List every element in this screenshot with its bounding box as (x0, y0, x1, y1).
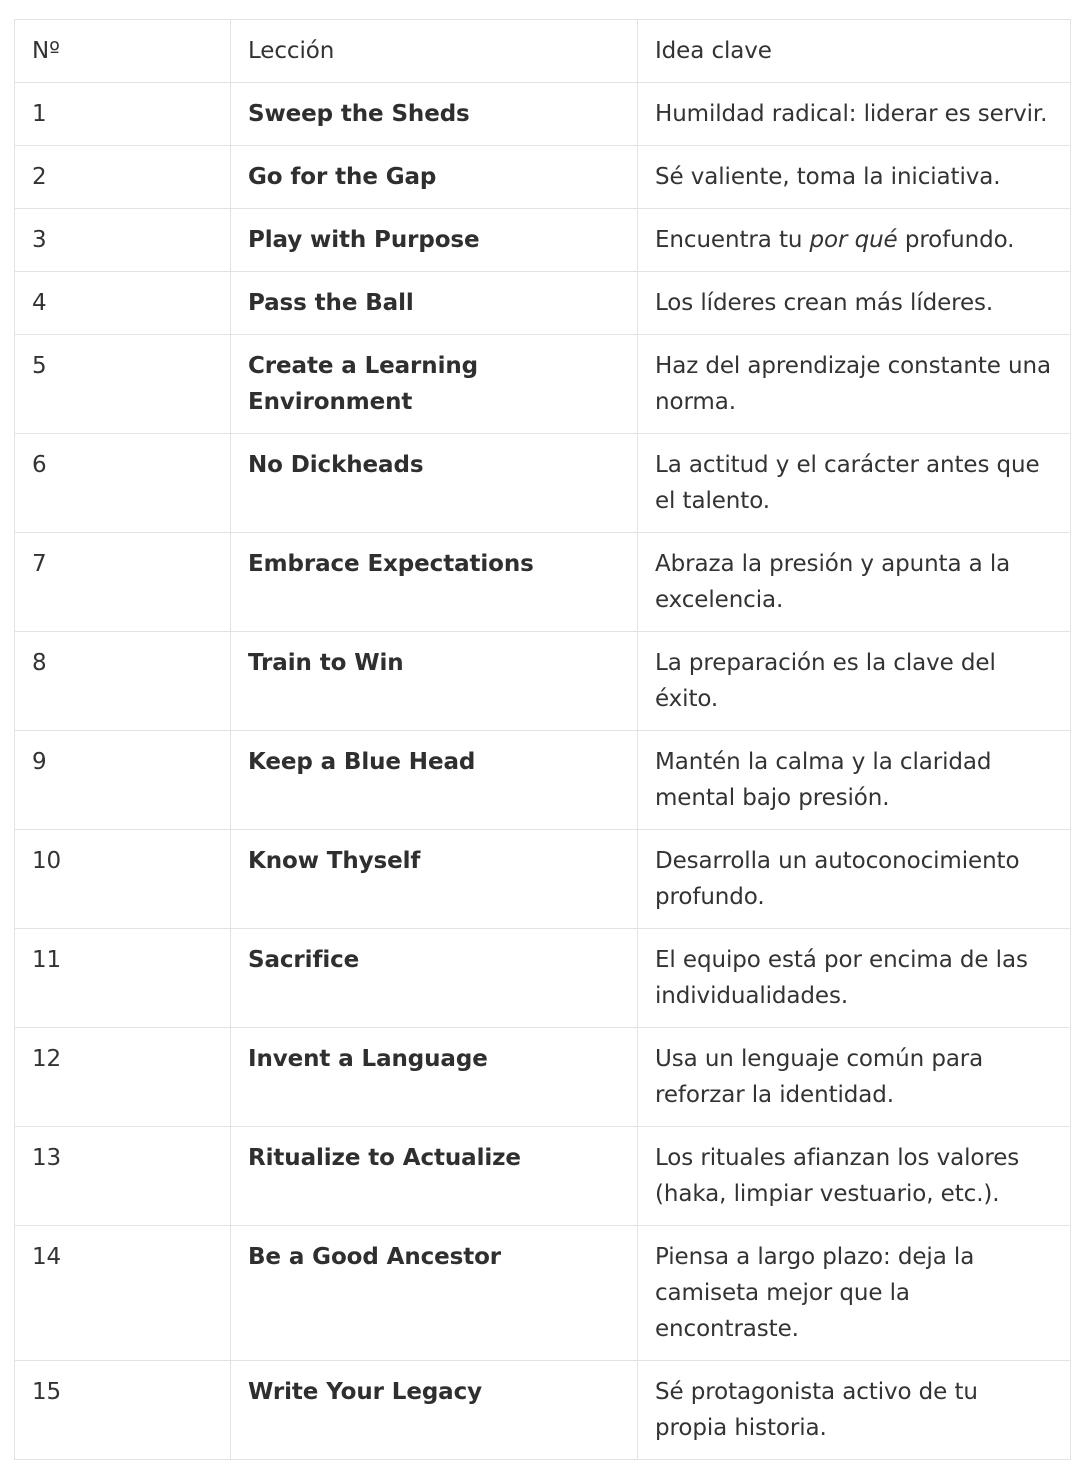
row-lesson: Be a Good Ancestor (231, 1226, 638, 1361)
row-number: 13 (15, 1127, 231, 1226)
row-idea: Mantén la calma y la claridad mental bajo presión. (638, 731, 1071, 830)
row-idea: Sé protagonista activo de tu propia historia. (638, 1361, 1071, 1460)
row-number: 10 (15, 830, 231, 929)
row-lesson: Train to Win (231, 632, 638, 731)
table-row (15, 632, 1071, 731)
row-idea: El equipo está por encima de las individualidades. (638, 929, 1071, 1028)
row-idea: Desarrolla un autoconocimiento profundo. (638, 830, 1071, 929)
row-number: 6 (15, 434, 231, 533)
idea-text-emphasis: por qué (809, 227, 898, 253)
row-number: 2 (15, 146, 231, 209)
row-lesson: Create a Learning Environment (231, 335, 638, 434)
row-lesson: Pass the Ball (231, 272, 638, 335)
table-row (15, 1361, 1071, 1460)
row-idea: Sé valiente, toma la iniciativa. (638, 146, 1071, 209)
idea-text-pre: Encuentra tu (655, 227, 810, 253)
table-row (15, 272, 1071, 335)
table-row (15, 1028, 1071, 1127)
table-row (15, 533, 1071, 632)
table-row (15, 1127, 1071, 1226)
row-number: 5 (15, 335, 231, 434)
table-row (15, 83, 1071, 146)
table-row (15, 146, 1071, 209)
row-idea: La actitud y el carácter antes que el talento. (638, 434, 1071, 533)
row-lesson: Play with Purpose (231, 209, 638, 272)
header-key-idea: Idea clave (638, 20, 1071, 83)
table-row (15, 929, 1071, 1028)
row-idea: Haz del aprendizaje constante una norma. (638, 335, 1071, 434)
row-lesson: No Dickheads (231, 434, 638, 533)
row-lesson: Write Your Legacy (231, 1361, 638, 1460)
table-row (15, 335, 1071, 434)
row-lesson: Invent a Language (231, 1028, 638, 1127)
row-number: 11 (15, 929, 231, 1028)
idea-text-post: profundo. (897, 227, 1015, 253)
row-number: 12 (15, 1028, 231, 1127)
row-lesson: Embrace Expectations (231, 533, 638, 632)
table-row (15, 830, 1071, 929)
row-number: 3 (15, 209, 231, 272)
row-lesson: Go for the Gap (231, 146, 638, 209)
row-idea: Los líderes crean más líderes. (638, 272, 1071, 335)
table-row (15, 434, 1071, 533)
row-idea: Abraza la presión y apunta a la excelencia. (638, 533, 1071, 632)
table-header-row (15, 20, 1071, 83)
table-row (15, 1226, 1071, 1361)
row-number: 15 (15, 1361, 231, 1460)
row-number: 8 (15, 632, 231, 731)
row-lesson: Keep a Blue Head (231, 731, 638, 830)
row-idea: Humildad radical: liderar es servir. (638, 83, 1071, 146)
row-lesson: Sacrifice (231, 929, 638, 1028)
row-number: 1 (15, 83, 231, 146)
row-number: 4 (15, 272, 231, 335)
row-number: 9 (15, 731, 231, 830)
row-lesson: Ritualize to Actualize (231, 1127, 638, 1226)
header-lesson: Lección (231, 20, 638, 83)
table-row (15, 731, 1071, 830)
header-number: Nº (15, 20, 231, 83)
row-idea: Usa un lenguaje común para reforzar la identidad. (638, 1028, 1071, 1127)
row-idea: Los rituales afianzan los valores (haka, limpiar vestuario, etc.). (638, 1127, 1071, 1226)
row-number: 14 (15, 1226, 231, 1361)
lessons-table-container (14, 19, 1070, 1460)
row-number: 7 (15, 533, 231, 632)
row-idea (638, 209, 1071, 272)
row-lesson: Sweep the Sheds (231, 83, 638, 146)
row-idea: Piensa a largo plazo: deja la camiseta mejor que la encontraste. (638, 1226, 1071, 1361)
lessons-table (14, 19, 1071, 1460)
row-idea: La preparación es la clave del éxito. (638, 632, 1071, 731)
table-row (15, 209, 1071, 272)
row-lesson: Know Thyself (231, 830, 638, 929)
